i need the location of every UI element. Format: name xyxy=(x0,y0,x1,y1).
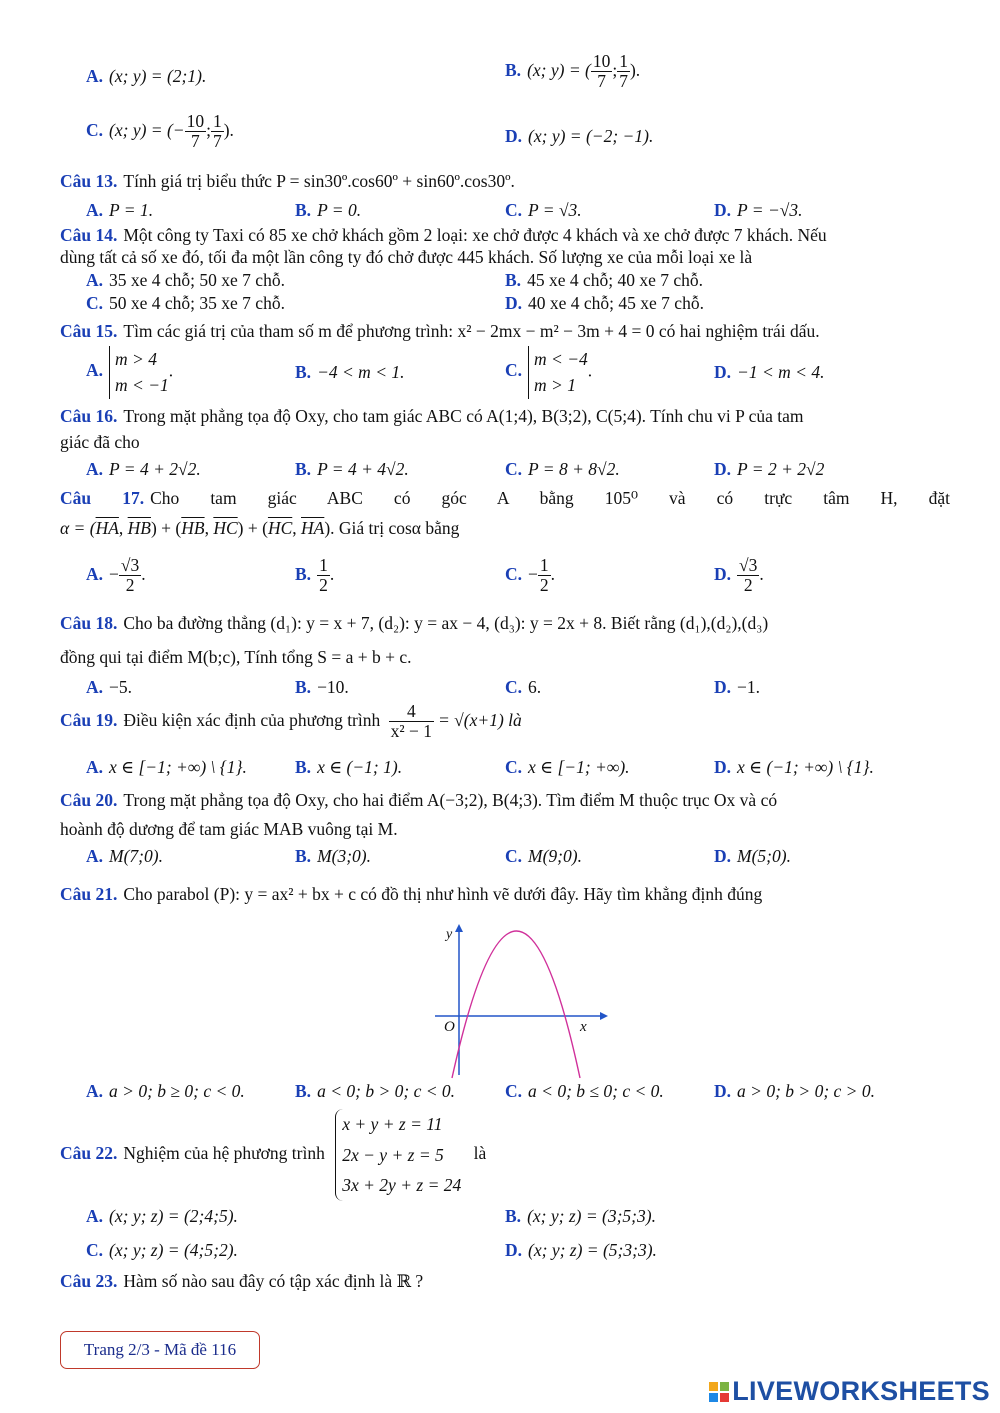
parabola-graph xyxy=(430,920,610,1080)
question-14 xyxy=(60,225,827,247)
q22-option-a[interactable] xyxy=(86,1206,238,1228)
question-text: Trong mặt phẳng tọa độ Oxy, cho tam giác ABC có A(1;4), B(3;2), C(5;4). Tính chu vi P của tam xyxy=(123,406,804,426)
option-letter: A. xyxy=(86,677,104,697)
option-text: P = −√3. xyxy=(737,200,803,220)
fraction-denominator: 2 xyxy=(539,575,549,596)
option-text: M(7;0). xyxy=(109,846,163,866)
option-letter: A. xyxy=(86,66,104,86)
option-text: (x; y; z) = (2;4;5). xyxy=(109,1206,238,1226)
option-text: M(3;0). xyxy=(317,846,371,866)
option-text: ). xyxy=(629,59,641,80)
question-18 xyxy=(60,613,768,635)
option-text: 50 xe 4 chỗ; 35 xe 7 chỗ. xyxy=(109,293,285,313)
q14-option-c[interactable] xyxy=(86,293,285,315)
q18-option-c[interactable] xyxy=(505,677,541,699)
option-text: (x; y; z) = (3;5;3). xyxy=(527,1206,656,1226)
q18-option-d[interactable] xyxy=(714,677,760,699)
question-16 xyxy=(60,406,804,428)
option-text: x ∈ [−1; +∞). xyxy=(528,757,630,777)
question-17 xyxy=(60,488,950,510)
q20-option-b[interactable] xyxy=(295,846,371,868)
condition-line: m < −4 xyxy=(534,349,588,369)
option-letter: B. xyxy=(295,459,312,479)
option-letter: A. xyxy=(86,270,104,290)
option-text: P = 2 + 2√2 xyxy=(737,459,825,479)
option-letter: C. xyxy=(505,677,523,697)
q16-option-a[interactable] xyxy=(86,459,201,481)
question-20-line2: hoành độ dương để tam giác MAB vuông tại M. xyxy=(60,819,398,839)
option-letter: C. xyxy=(505,1081,523,1101)
liveworksheets-brand xyxy=(708,1376,990,1408)
origin-label: O xyxy=(444,1019,455,1035)
option-text: P = 8 + 8√2. xyxy=(528,459,620,479)
option-letter: A. xyxy=(86,1206,104,1226)
option-letter: C. xyxy=(505,757,523,777)
option-text: P = 0. xyxy=(317,200,362,220)
q21-option-b[interactable] xyxy=(295,1081,455,1103)
fraction-denominator: x² − 1 xyxy=(390,721,432,742)
option-text: P = √3. xyxy=(528,200,582,220)
sign: − xyxy=(528,563,538,584)
option-letter: A. xyxy=(86,563,104,584)
option-text: P = 4 + 4√2. xyxy=(317,459,409,479)
option-text: (x; y) = (−2; −1). xyxy=(528,126,654,146)
fraction-denominator: 2 xyxy=(125,575,135,596)
question-15 xyxy=(60,321,820,343)
option-letter: D. xyxy=(505,126,523,146)
question-label: Câu 13. xyxy=(60,171,118,191)
option-text: x ∈ (−1; +∞) \ {1}. xyxy=(737,757,874,777)
q21-option-c[interactable] xyxy=(505,1081,664,1103)
page-footer: Trang 2/3 - Mã đề 116 xyxy=(60,1331,260,1369)
question-label: Câu 18. xyxy=(60,613,118,633)
option-letter: D. xyxy=(714,677,732,697)
fraction-numerator: 1 xyxy=(539,555,549,575)
option-text: 40 xe 4 chỗ; 45 xe 7 chỗ. xyxy=(528,293,704,313)
option-text: −10. xyxy=(317,677,349,697)
option-text: (x; y; z) = (4;5;2). xyxy=(109,1240,238,1260)
question-text: Cho ba đường thẳng (d₁): y = x + 7, (d₂): y = ax − 4, (d₃): y = 2x + 8. Biết rằng (d₁),(d₂),(d₃) xyxy=(123,613,769,633)
q12-option-c[interactable]: C. (x; y) = (− $\frac{10}{7}$ ; $\frac{1}{7}$ ). xyxy=(86,111,234,152)
x-axis-label: x xyxy=(580,1019,587,1035)
option-text: −4 < m < 1. xyxy=(317,362,405,382)
vector-label: $\overline{HB}$ xyxy=(127,518,151,538)
vector-label: $\overline{HC}$ xyxy=(213,518,238,538)
q20-option-d[interactable] xyxy=(714,846,791,868)
question-text: Cho parabol (P): y = ax² + bx + c có đồ thị như hình vẽ dưới đây. Hãy tìm khẳng định đúng xyxy=(123,884,763,904)
option-letter: C. xyxy=(505,200,523,220)
fraction-numerator: 10 xyxy=(592,51,611,71)
option-letter: D. xyxy=(714,362,732,382)
option-text: a > 0; b > 0; c > 0. xyxy=(737,1081,875,1101)
condition-line: m > 1 xyxy=(534,375,576,396)
question-21 xyxy=(60,884,762,906)
option-text: 6. xyxy=(528,677,542,697)
question-label: Câu 22. xyxy=(60,1142,118,1163)
option-text: (x; y) = (2;1). xyxy=(109,66,207,86)
condition-line: m > 4 xyxy=(115,349,157,369)
q13-option-b[interactable] xyxy=(295,200,361,222)
q16-option-b[interactable] xyxy=(295,459,409,481)
q21-option-a[interactable] xyxy=(86,1081,245,1103)
question-23 xyxy=(60,1271,423,1293)
q18-option-a[interactable] xyxy=(86,677,132,699)
option-text: ). xyxy=(223,119,234,140)
q12-option-a[interactable] xyxy=(86,66,206,88)
option-letter: B. xyxy=(505,59,522,80)
q16-option-d[interactable] xyxy=(714,459,824,481)
equation: 2x − y + z = 5 xyxy=(342,1144,444,1165)
q19-option-d[interactable] xyxy=(714,757,874,779)
question-14-line2: dùng tất cả số xe đó, tối đa một lần công ty đó chở được 445 khách. Số lượng xe của mỗi loại xe là xyxy=(60,247,753,267)
option-letter: B. xyxy=(505,270,522,290)
question-16-line2: giác đã cho xyxy=(60,432,140,452)
option-letter: B. xyxy=(295,757,312,777)
q14-option-b[interactable] xyxy=(505,270,703,292)
option-letter: C. xyxy=(86,119,104,140)
option-letter: D. xyxy=(714,846,732,866)
q17-option-c[interactable]: C. − $\frac{1}{2}$ . xyxy=(505,555,556,596)
fraction-numerator: √3 xyxy=(739,555,758,575)
option-letter: D. xyxy=(505,293,523,313)
question-text: Hàm số nào sau đây có tập xác định là ℝ ? xyxy=(123,1271,424,1291)
q16-option-c[interactable] xyxy=(505,459,620,481)
option-text: (x; y; z) = (5;3;3). xyxy=(528,1240,657,1260)
q17-option-d[interactable]: D. $\frac{√3}{2}$ . xyxy=(714,555,764,596)
option-text: x ∈ [−1; +∞) \ {1}. xyxy=(109,757,247,777)
q22-option-c[interactable] xyxy=(86,1240,238,1262)
condition-line: m < −1 xyxy=(115,375,169,396)
option-text: M(9;0). xyxy=(528,846,582,866)
fraction-denominator: 2 xyxy=(319,575,328,596)
option-letter: B. xyxy=(505,1206,522,1226)
option-text: a < 0; b > 0; c < 0. xyxy=(317,1081,456,1101)
option-letter: A. xyxy=(86,757,104,777)
option-letter: D. xyxy=(714,459,732,479)
question-text: Trong mặt phẳng tọa độ Oxy, cho hai điểm A(−3;2), B(4;3). Tìm điểm M thuộc trục Ox và có xyxy=(123,790,778,810)
option-text: (x; y) = ( xyxy=(527,59,591,80)
q13-option-a[interactable] xyxy=(86,200,153,222)
option-letter: A. xyxy=(86,1081,104,1101)
fraction-numerator: √3 xyxy=(120,555,140,575)
sign: − xyxy=(109,563,119,584)
q19-option-b[interactable] xyxy=(295,757,402,779)
option-letter: D. xyxy=(714,563,732,584)
q20-option-a[interactable] xyxy=(86,846,163,868)
q12-option-b[interactable]: B. (x; y) = ( $\frac{10}{7}$ ; $\frac{1}{7}$ ). xyxy=(505,51,641,92)
option-text: P = 1. xyxy=(109,200,154,220)
question-19 xyxy=(60,702,522,742)
option-text: −5. xyxy=(109,677,133,697)
option-letter: C. xyxy=(505,360,523,381)
option-text: x ∈ (−1; 1). xyxy=(317,757,403,777)
fraction-numerator: 4 xyxy=(389,702,434,722)
q15-option-c[interactable]: C. m < −4 m > 1 . xyxy=(505,346,592,399)
q15-option-a[interactable]: A. m > 4 m < −1 . xyxy=(86,346,173,399)
question-label: Câu 14. xyxy=(60,225,118,245)
q19-option-c[interactable] xyxy=(505,757,630,779)
option-text: a < 0; b ≤ 0; c < 0. xyxy=(528,1081,664,1101)
option-letter: C. xyxy=(86,1240,104,1260)
option-letter: D. xyxy=(714,1081,732,1101)
q17-option-b[interactable]: B. $\frac{1}{2}$ . xyxy=(295,555,335,596)
option-letter: B. xyxy=(295,362,312,382)
fraction-denominator: 7 xyxy=(597,71,606,92)
option-letter: B. xyxy=(295,846,312,866)
alpha-expression: α = ( xyxy=(60,518,96,538)
question-text: Tìm các giá trị của tham số m để phương trình: x² − 2mx − m² − 3m + 4 = 0 có hai nghiệm trái dấu. xyxy=(123,321,820,341)
brand-name: LIVEWORKSHEETS xyxy=(732,1376,990,1407)
y-axis-arrow-icon xyxy=(455,924,463,932)
q15-option-d[interactable] xyxy=(714,362,824,384)
question-text: = √(x+1) là xyxy=(438,709,522,730)
fraction-numerator: 10 xyxy=(186,111,205,131)
question-label: Câu 16. xyxy=(60,406,118,426)
question-text: Cho tam giác ABC có góc A bằng 105⁰ và có trực tâm H, đặt xyxy=(150,488,951,508)
vector-label: $\overline{HA}$ xyxy=(301,518,325,538)
equation-system xyxy=(335,1109,461,1201)
liveworksheets-logo-icon xyxy=(708,1381,730,1403)
question-label: Câu 15. xyxy=(60,321,118,341)
option-letter: A. xyxy=(86,200,104,220)
q21-option-d[interactable] xyxy=(714,1081,875,1103)
question-22 xyxy=(60,1109,486,1201)
question-18-line2: đồng qui tại điểm M(b;c), Tính tổng S = a + b + c. xyxy=(60,647,412,667)
option-letter: D. xyxy=(714,757,732,777)
question-20 xyxy=(60,790,777,812)
question-text: Tính giá trị biểu thức P = sin30º.cos60º + sin60º.cos30º. xyxy=(123,171,515,191)
question-text: Nghiệm của hệ phương trình xyxy=(123,1142,325,1163)
equation: x + y + z = 11 xyxy=(342,1114,443,1134)
option-letter: A. xyxy=(86,360,104,381)
option-text: −1 < m < 4. xyxy=(737,362,825,382)
question-label: Câu 20. xyxy=(60,790,118,810)
option-letter: B. xyxy=(295,563,312,584)
q15-option-b[interactable] xyxy=(295,362,405,384)
q13-option-c[interactable] xyxy=(505,200,582,222)
question-text: . Giá trị cosα bằng xyxy=(330,518,460,538)
question-label: Câu 19. xyxy=(60,709,118,730)
question-13 xyxy=(60,171,515,193)
q20-option-c[interactable] xyxy=(505,846,582,868)
option-letter: A. xyxy=(86,846,104,866)
option-text: a > 0; b ≥ 0; c < 0. xyxy=(109,1081,245,1101)
option-letter: B. xyxy=(295,200,312,220)
y-axis-label: y xyxy=(446,927,453,942)
option-text: P = 4 + 2√2. xyxy=(109,459,201,479)
question-text: là xyxy=(473,1142,487,1163)
equation: 3x + 2y + z = 24 xyxy=(342,1175,462,1196)
q22-option-d[interactable] xyxy=(505,1240,657,1262)
fraction-denominator: 7 xyxy=(212,131,222,152)
option-letter: B. xyxy=(295,1081,312,1101)
option-letter: C. xyxy=(505,459,523,479)
q14-option-d[interactable] xyxy=(505,293,704,315)
question-text: Điều kiện xác định của phương trình xyxy=(123,709,381,730)
option-text: −1. xyxy=(737,677,761,697)
fraction-numerator: 1 xyxy=(619,51,628,71)
vector-label: $\overline{HB}$ xyxy=(181,518,205,538)
vector-label: $\overline{HA}$ xyxy=(95,518,119,538)
parabola-curve xyxy=(452,931,580,1078)
option-text: 45 xe 4 chỗ; 40 xe 7 chỗ. xyxy=(527,270,703,290)
fraction-denominator: 7 xyxy=(619,71,628,92)
q12-option-d[interactable] xyxy=(505,126,653,148)
q13-option-d[interactable] xyxy=(714,200,803,222)
fraction-numerator: 1 xyxy=(319,555,328,575)
option-letter: D. xyxy=(505,1240,523,1260)
option-letter: C. xyxy=(505,563,523,584)
x-axis-arrow-icon xyxy=(600,1012,608,1020)
option-letter: C. xyxy=(505,846,523,866)
option-letter: C. xyxy=(86,293,104,313)
option-text: 35 xe 4 chỗ; 50 xe 7 chỗ. xyxy=(109,270,285,290)
option-letter: B. xyxy=(295,677,312,697)
question-17-line2: $\alpha = (\overline{HA}$, $\overline{HB}) + (\overline{HB}$, $\overline{HC}) + (\overline{HC}$, $\overline{HA}$). Giá trị cosα bằng xyxy=(60,518,460,538)
question-text: Một công ty Taxi có 85 xe chở khách gồm 2 loại: xe chở được 4 khách và xe chở được 7 khách. Nếu xyxy=(123,225,827,245)
fraction-denominator: 7 xyxy=(190,131,200,152)
q18-option-b[interactable] xyxy=(295,677,349,699)
q22-option-b[interactable] xyxy=(505,1206,656,1228)
vector-label: $\overline{HC}$ xyxy=(267,518,293,538)
q17-option-a[interactable]: A. − $\frac{√3}{2}$ . xyxy=(86,555,146,596)
fraction-numerator: 1 xyxy=(212,111,222,131)
fraction-denominator: 2 xyxy=(743,575,753,596)
option-letter: D. xyxy=(714,200,732,220)
q14-option-a[interactable] xyxy=(86,270,285,292)
q19-option-a[interactable] xyxy=(86,757,247,779)
option-text: (x; y) = (− xyxy=(109,119,185,140)
question-label: Câu 23. xyxy=(60,1271,118,1291)
question-label: Câu 21. xyxy=(60,884,118,904)
option-text: M(5;0). xyxy=(737,846,791,866)
question-label: Câu 17. xyxy=(60,488,145,508)
option-letter: A. xyxy=(86,459,104,479)
